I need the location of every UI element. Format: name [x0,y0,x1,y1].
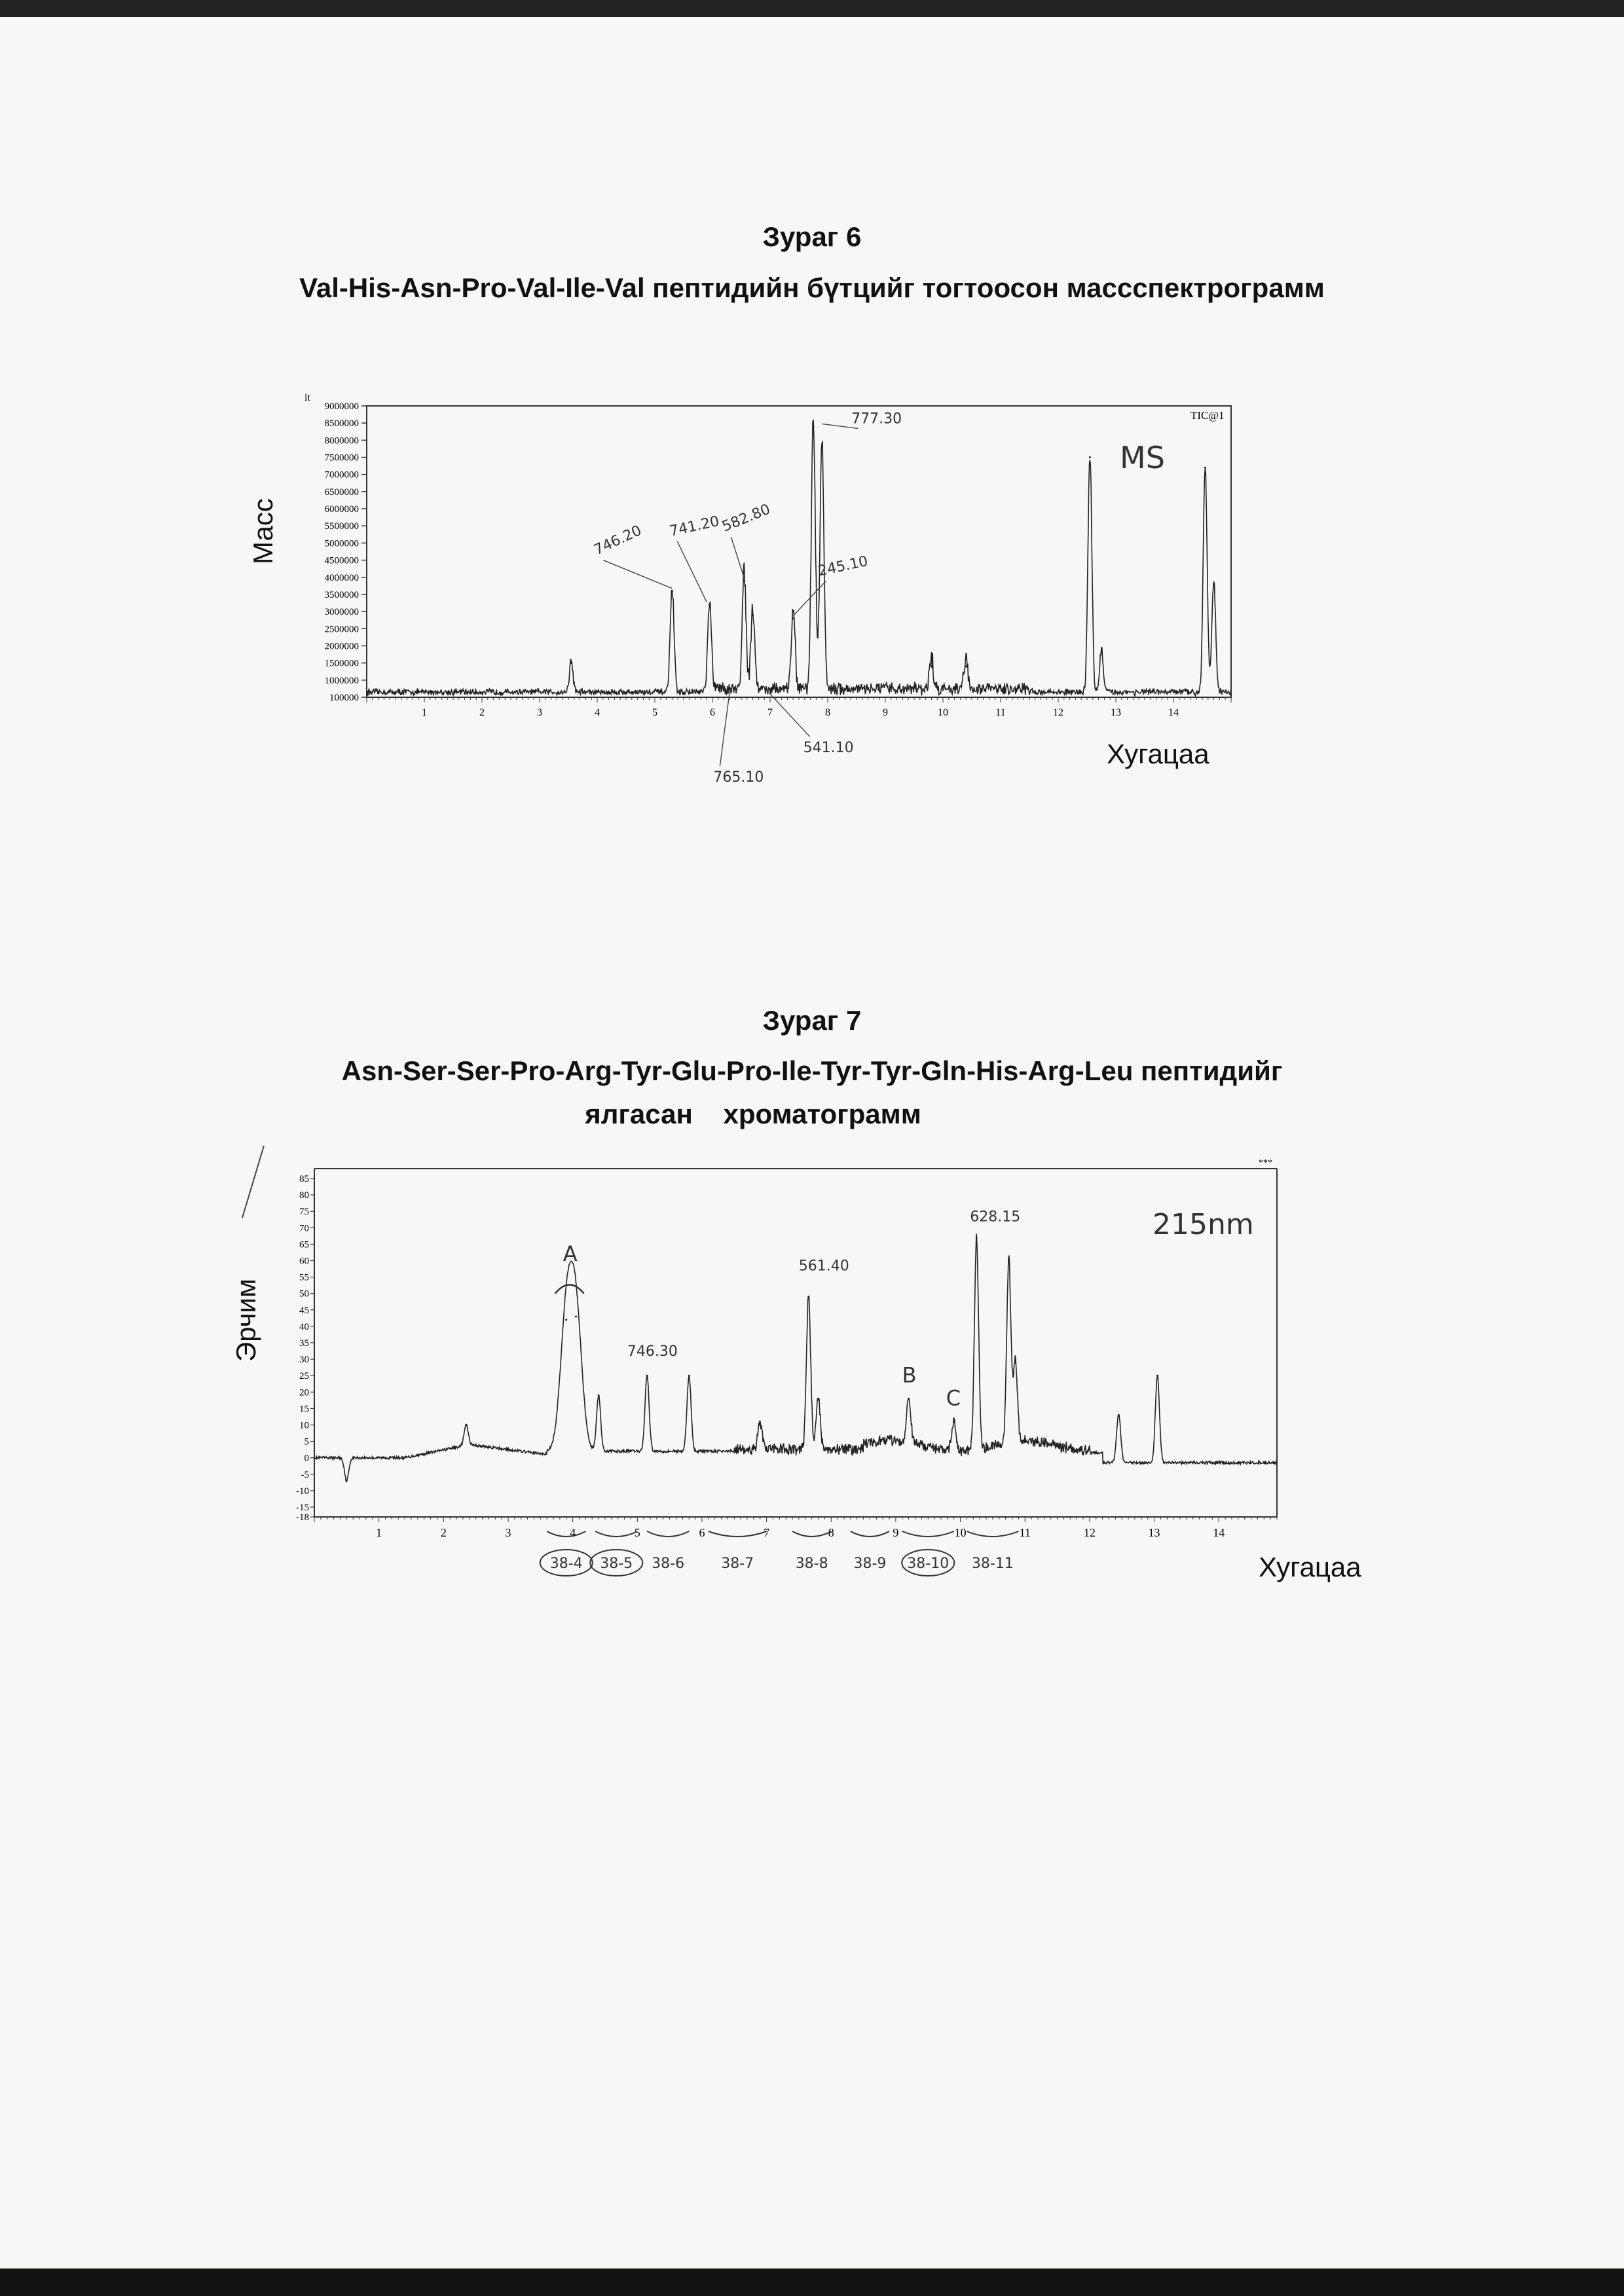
x-tick-label: 3 [505,1526,511,1539]
peak-annotation: 777.30 [851,410,902,428]
y-tick-label: 40 [299,1321,309,1332]
fraction-bracket [709,1531,767,1537]
x-tick-label: 6 [699,1526,705,1539]
x-tick-label: 12 [1053,707,1063,718]
annotation-leader [720,691,729,766]
fraction-label: 38-10 [907,1556,950,1572]
peak-point [565,1319,567,1321]
peak-annotation: 746.20 [591,522,644,559]
figure7-xlabel: Хугацаа [1259,1552,1361,1582]
fraction-bracket [902,1531,954,1537]
x-tick-label: 11 [995,707,1006,718]
peak-point [953,1421,955,1423]
y-tick-label: 1000000 [324,675,359,686]
x-tick-label: 5 [652,707,657,718]
figure7-ylabel: Эрчим [231,1279,261,1362]
scan-bottom-edge [0,2269,1624,2296]
y-tick-label: -10 [296,1485,309,1497]
y-tick-label: 45 [299,1305,309,1316]
peak-point [1213,583,1215,585]
fraction-label: 38-11 [971,1556,1014,1572]
fraction-bracket [967,1531,1018,1537]
y-tick-label: -15 [296,1502,309,1513]
x-tick-label: 5 [634,1526,640,1539]
y-tick-label: 8000000 [324,435,359,446]
peak-point [1101,651,1103,653]
peak-a-bracket [555,1285,584,1294]
y-tick-label: 3500000 [324,589,359,600]
annotation-leader [793,581,826,616]
figure7-number: Зураг 7 [762,1005,862,1036]
x-tick-label: 14 [1168,707,1179,718]
peak-point [807,1296,809,1298]
figure6-ylabel: Масс [248,498,278,564]
y-tick-label: 1500000 [324,658,359,669]
y-tick-label: 100000 [329,693,359,703]
y-tick-label: 0 [304,1453,309,1464]
y-tick-label: 7000000 [324,469,359,481]
fraction-bracket [647,1531,689,1537]
scan-top-edge [0,0,1624,17]
peak-point [465,1424,467,1426]
x-tick-label: 1 [422,707,427,718]
y-unit-label: it [304,392,310,403]
y-tick-label: 7500000 [324,452,359,464]
x-tick-label: 13 [1111,707,1121,718]
fraction-bracket [547,1531,585,1537]
y-tick-label: 10 [299,1420,309,1431]
y-tick-label: 15 [299,1404,309,1415]
x-tick-label: 9 [893,1526,899,1539]
x-tick-label: 2 [479,707,485,718]
x-tick-label: 13 [1148,1526,1160,1539]
annotation-leader [677,541,707,602]
annotation-leader [731,537,744,578]
figure7-chart [223,1139,1297,1597]
fraction-label: 38-7 [721,1556,754,1572]
peak-point [1204,467,1206,469]
x-tick-label: 4 [570,1526,576,1539]
peak-point [688,1375,690,1377]
fraction-label: 38-6 [652,1556,685,1572]
peak-point [813,426,815,428]
y-tick-label: 65 [299,1239,309,1250]
ms-stamp: MS [1120,440,1165,475]
x-tick-label: 4 [595,707,600,718]
peak-annotation: 628.15 [970,1209,1021,1226]
fraction-bracket [595,1531,637,1537]
fraction-label: 38-8 [795,1556,828,1572]
y-tick-label: 25 [299,1371,309,1382]
fraction-bracket [792,1531,831,1537]
peak-point [817,1398,819,1400]
peak-point [1014,1362,1016,1364]
y-tick-label: 70 [299,1223,309,1234]
peak-point [743,580,745,582]
y-tick-label: 80 [299,1190,309,1201]
peak-point [752,614,754,616]
x-tick-label: 8 [828,1526,834,1539]
peak-annotation: 746.30 [627,1343,678,1360]
peak-point [646,1375,648,1377]
peak-point [821,446,823,448]
peak-point [709,604,710,606]
peak-point [976,1237,978,1239]
fraction-label: 38-5 [600,1556,633,1572]
y-tick-label: 5 [304,1436,309,1448]
x-tick-label: 10 [938,707,948,718]
peak-point [1089,456,1091,458]
y-tick-label: 2000000 [324,641,359,652]
peak-point [570,662,572,664]
peak-annotation: C [946,1385,961,1411]
chromatogram-trace [314,1233,1277,1481]
peak-point [1156,1375,1158,1377]
y-tick-label: 6000000 [324,504,359,515]
y-tick-label: -5 [301,1469,309,1480]
figure7-title-line2: ялгасан хроматограмм [585,1099,921,1129]
x-tick-label: 9 [883,707,888,718]
x-tick-label: 14 [1213,1526,1225,1539]
y-tick-label: 3000000 [324,607,359,618]
fraction-label: 38-9 [853,1556,887,1572]
x-tick-label: 7 [764,1526,770,1539]
peak-point [908,1398,910,1400]
y-tick-label: 50 [299,1288,309,1300]
peak-point [931,665,932,667]
x-tick-label: 11 [1019,1526,1031,1539]
peak-point [965,665,967,667]
x-tick-label: 10 [954,1526,967,1539]
figure6-number: Зураг 6 [762,221,862,252]
fraction-bracket [851,1531,889,1537]
x-tick-label: 8 [825,707,830,718]
wavelength-stamp: 215nm [1153,1208,1254,1241]
figure6-title: Val-His-Asn-Pro-Val-Ile-Val пептидийн бүтцийг тогтоосон массспектрограмм [299,272,1325,303]
fraction-label: 38-4 [549,1556,583,1572]
y-tick-label: 85 [299,1174,309,1185]
y-tick-label: 75 [299,1207,309,1218]
x-tick-label: 2 [440,1526,447,1539]
x-tick-label: 7 [767,707,773,718]
peak-annotation: 561.40 [798,1258,849,1275]
y-tick-label: 8500000 [324,418,359,429]
figure7-title-line1: Asn-Ser-Ser-Pro-Arg-Tyr-Glu-Pro-Ile-Tyr-Tyr-Gln-His-Arg-Leu пептидийг [341,1055,1283,1086]
y-tick-label: 4000000 [324,572,359,583]
y-tick-label: 6500000 [324,486,359,498]
peak-point [759,1424,761,1426]
peak-point [1008,1260,1010,1262]
peak-annotation: 541.10 [803,740,854,757]
tic-trace [367,420,1231,696]
y-tick-label: 9000000 [324,401,359,412]
x-tick-label: 12 [1083,1526,1096,1539]
peak-point [1118,1414,1120,1416]
y-tick-label: 4500000 [324,555,359,566]
peak-point [346,1480,348,1482]
figure6-chart [295,373,1244,805]
y-tick-label: 35 [299,1338,309,1349]
peak-annotation: 765.10 [713,769,764,786]
annotation-leader [603,560,672,589]
y-tick-label: -18 [296,1512,309,1523]
peak-annotation: 582.80 [720,501,773,536]
peak-point [671,590,673,592]
peak-annotation: A [563,1241,578,1266]
y-tick-label: 5000000 [324,538,359,549]
pen-stroke [242,1146,264,1218]
peak-annotation: 741.20 [668,513,721,540]
peak-point [575,1315,577,1317]
peak-point [792,617,794,619]
y-tick-label: 30 [299,1355,309,1366]
x-tick-label: 6 [710,707,715,718]
corner-mark: *** [1259,1158,1272,1168]
figure6-xlabel: Хугацаа [1107,738,1209,769]
trace-label: TIC@1 [1190,409,1225,422]
peak-annotation: 245.10 [817,553,870,580]
x-tick-label: 1 [376,1526,382,1539]
y-tick-label: 60 [299,1256,309,1267]
y-tick-label: 5500000 [324,521,359,532]
y-tick-label: 20 [299,1387,309,1398]
y-tick-label: 55 [299,1272,309,1283]
x-tick-label: 3 [537,707,542,718]
peak-annotation: B [902,1362,917,1388]
y-tick-label: 2500000 [324,624,359,635]
peak-point [598,1394,600,1396]
